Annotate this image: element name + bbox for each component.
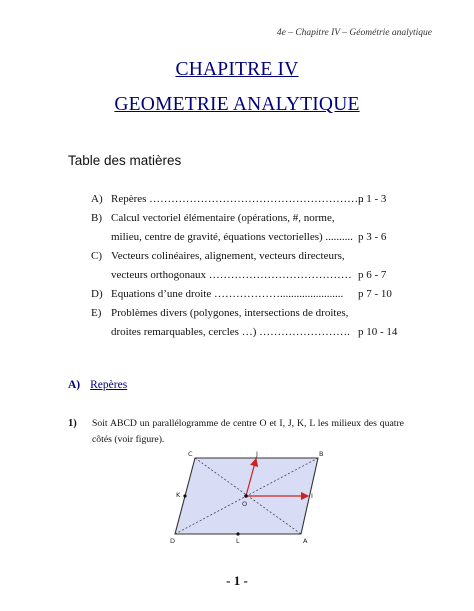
toc-text: droites remarquables, cercles …) ……………………. <box>111 326 350 338</box>
toc-line-c-cont <box>91 269 352 281</box>
toc-line-a <box>91 193 364 205</box>
toc-line-d <box>91 288 343 300</box>
toc-line-e-cont <box>91 326 350 338</box>
toc-text: Repères ………………………………………………….. <box>111 193 364 205</box>
toc-text: Vecteurs colinéaires, alignement, vecteurs directeurs, <box>111 250 345 262</box>
point-k <box>183 494 186 497</box>
toc-letter: E) <box>91 307 102 319</box>
label-o: O <box>242 500 248 508</box>
section-a-heading <box>68 379 127 391</box>
toc-letter: D) <box>91 288 103 300</box>
section-title: Repères <box>90 379 128 391</box>
toc-letter: C) <box>91 250 102 262</box>
running-header: 4e – Chapitre IV – Géométrie analytique <box>276 28 432 38</box>
toc-page-d: p 7 - 10 <box>358 288 392 300</box>
chapter-title: CHAPITRE IV <box>175 59 299 80</box>
toc-heading: Table des matières <box>68 153 182 168</box>
point-l <box>236 532 239 535</box>
page-number: - 1 - <box>226 573 248 588</box>
label-c: C <box>188 450 193 458</box>
toc-line-c <box>91 250 345 262</box>
label-i: I <box>311 492 313 500</box>
section-label: A) <box>68 379 81 391</box>
item-number: 1) <box>68 418 77 429</box>
chapter-subject-title: GEOMETRIE ANALYTIQUE <box>114 94 360 115</box>
label-a: A <box>303 537 308 545</box>
toc-letter: B) <box>91 212 102 224</box>
toc-page-b: p 3 - 6 <box>358 231 387 243</box>
toc-letter: A) <box>91 193 103 205</box>
toc-line-e <box>91 307 348 319</box>
label-l: L <box>236 537 240 545</box>
label-b: B <box>319 450 324 458</box>
label-d: D <box>170 537 176 545</box>
toc-page-e: p 10 - 14 <box>358 326 398 338</box>
item-text: Soit ABCD un parallélogramme de centre O et I, J, K, L les milieux des quatre côtés (voir figure). <box>92 418 404 445</box>
toc-text: milieu, centre de gravité, équations vectorielles) .......... <box>111 231 353 243</box>
toc-text: Calcul vectoriel élémentaire (opérations, #, norme, <box>111 212 335 224</box>
toc-text: vecteurs orthogonaux ………………………………… <box>111 269 352 281</box>
parallelogram-figure <box>155 446 325 546</box>
toc-line-b-cont <box>91 231 353 243</box>
label-j: J <box>256 450 258 458</box>
toc-page-c: p 6 - 7 <box>358 269 387 281</box>
toc-page-a: p 1 - 3 <box>358 193 387 205</box>
point-o <box>244 494 248 498</box>
toc-text: Equations d’une droite ………………....................... <box>111 288 344 300</box>
toc-line-b <box>91 212 335 224</box>
toc-text: Problèmes divers (polygones, intersections de droites, <box>111 307 349 319</box>
label-k: K <box>176 491 181 499</box>
